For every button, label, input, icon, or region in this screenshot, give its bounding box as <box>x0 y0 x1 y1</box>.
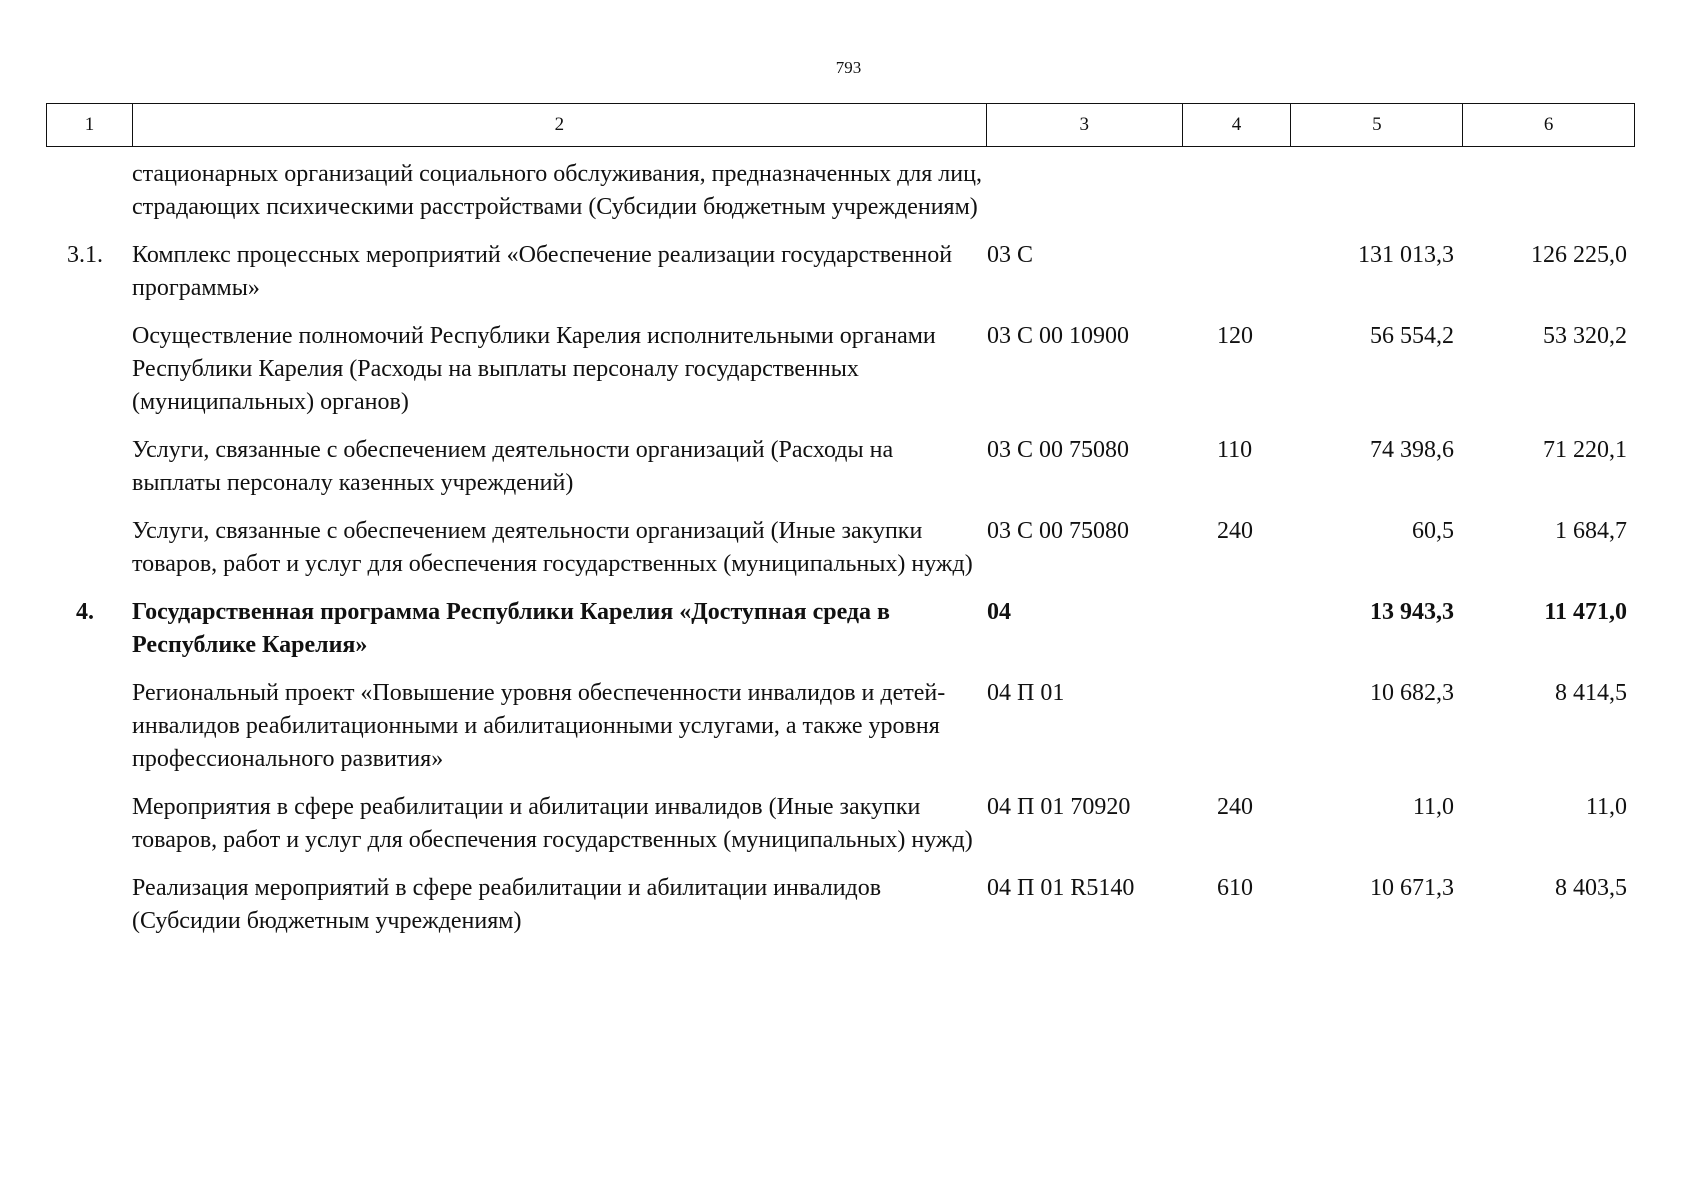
row-name: Реализация мероприятий в сфере реабилитации и абилитации инвалидов (Субсидии бюджетным учреждениям) <box>132 875 882 934</box>
row-name: стационарных организаций социального обслуживания, предназначенных для лиц, страдающих психическими расстройствами (Субсидии бюджетным учреждениям) <box>132 161 982 220</box>
row-code: 03 С <box>987 242 1034 268</box>
header-cell-5: 5 <box>1291 104 1463 146</box>
row-value-col6: 1 684,7 <box>1555 518 1627 544</box>
row-value-col5: 131 013,3 <box>1358 242 1454 268</box>
row-number <box>46 677 132 776</box>
row-expense-type <box>1183 677 1292 776</box>
row-number <box>46 320 132 419</box>
row-name: Услуги, связанные с обеспечением деятельности организаций (Расходы на выплаты персоналу казенных учреждений) <box>132 437 894 496</box>
table-header <box>46 103 1635 147</box>
row-expense-type: 110 <box>1217 437 1253 463</box>
row-value-col5: 13 943,3 <box>1370 599 1454 625</box>
row-value-col5: 56 554,2 <box>1370 323 1454 349</box>
table-row <box>46 515 1635 596</box>
row-number <box>46 434 132 500</box>
table-row <box>46 872 1635 953</box>
row-number <box>46 872 132 938</box>
row-expense-type: 240 <box>1217 518 1253 544</box>
header-cell-6: 6 <box>1543 114 1554 135</box>
row-code <box>987 158 1183 224</box>
row-code: 04 П 01 R5140 <box>987 875 1135 901</box>
row-value-col5 <box>1292 158 1464 224</box>
header-cell-4: 4 <box>1183 104 1292 146</box>
table-body <box>46 158 1635 953</box>
header-cell-2: 2 <box>133 104 987 146</box>
row-value-col5: 60,5 <box>1412 518 1454 544</box>
row-value-col6: 8 403,5 <box>1555 875 1627 901</box>
row-code: 03 С 00 10900 <box>987 323 1130 349</box>
table-row <box>46 320 1635 434</box>
row-value-col5: 74 398,6 <box>1370 437 1454 463</box>
table-row <box>46 158 1635 239</box>
row-code: 04 <box>987 599 1011 625</box>
row-name: Региональный проект «Повышение уровня обеспеченности инвалидов и детей-инвалидов реабилитационными и абилитационными услугами, а также уровня профессионального развития» <box>132 680 946 772</box>
table-row <box>46 434 1635 515</box>
page-number: 793 <box>835 58 862 77</box>
row-value-col5: 11,0 <box>1412 794 1454 820</box>
row-value-col5: 10 682,3 <box>1370 680 1454 706</box>
row-expense-type <box>1183 596 1292 662</box>
row-number: 3.1. <box>67 242 103 268</box>
row-value-col6: 11,0 <box>1585 794 1627 820</box>
row-code: 04 П 01 70920 <box>987 794 1131 820</box>
header-cell-3: 3 <box>987 104 1183 146</box>
row-code: 03 С 00 75080 <box>987 437 1130 463</box>
table-row <box>46 596 1635 677</box>
row-code: 04 П 01 <box>987 680 1065 706</box>
row-value-col6: 11 471,0 <box>1544 599 1627 625</box>
row-code: 03 С 00 75080 <box>987 518 1130 544</box>
row-name: Государственная программа Республики Карелия «Доступная среда в Республике Карелия» <box>132 599 891 658</box>
row-number: 4. <box>76 599 94 625</box>
row-value-col6: 71 220,1 <box>1543 437 1627 463</box>
row-number <box>46 515 132 581</box>
table-row <box>46 791 1635 872</box>
row-expense-type <box>1183 239 1292 305</box>
row-name: Мероприятия в сфере реабилитации и абилитации инвалидов (Иные закупки товаров, работ и услуг для обеспечения государственных (муниципальных) нужд) <box>132 794 973 853</box>
row-expense-type: 120 <box>1217 323 1253 349</box>
row-value-col5: 10 671,3 <box>1370 875 1454 901</box>
table-row <box>46 239 1635 320</box>
row-name: Услуги, связанные с обеспечением деятельности организаций (Иные закупки товаров, работ и услуг для обеспечения государственных (муниципальных) нужд) <box>132 518 973 577</box>
row-value-col6 <box>1464 158 1635 224</box>
row-number <box>46 158 132 224</box>
row-name: Комплекс процессных мероприятий «Обеспечение реализации государственной программы» <box>132 242 953 301</box>
table-row <box>46 677 1635 791</box>
row-expense-type <box>1183 158 1292 224</box>
row-expense-type: 610 <box>1217 875 1253 901</box>
row-expense-type: 240 <box>1217 794 1253 820</box>
header-cell-1: 1 <box>47 104 133 146</box>
row-value-col6: 8 414,5 <box>1555 680 1627 706</box>
row-value-col6: 53 320,2 <box>1543 323 1627 349</box>
row-number <box>46 791 132 857</box>
row-value-col6: 126 225,0 <box>1531 242 1627 268</box>
row-name: Осуществление полномочий Республики Карелия исполнительными органами Республики Карелия (Расходы на выплаты персоналу государственных (муниципальных) органов) <box>132 323 936 415</box>
